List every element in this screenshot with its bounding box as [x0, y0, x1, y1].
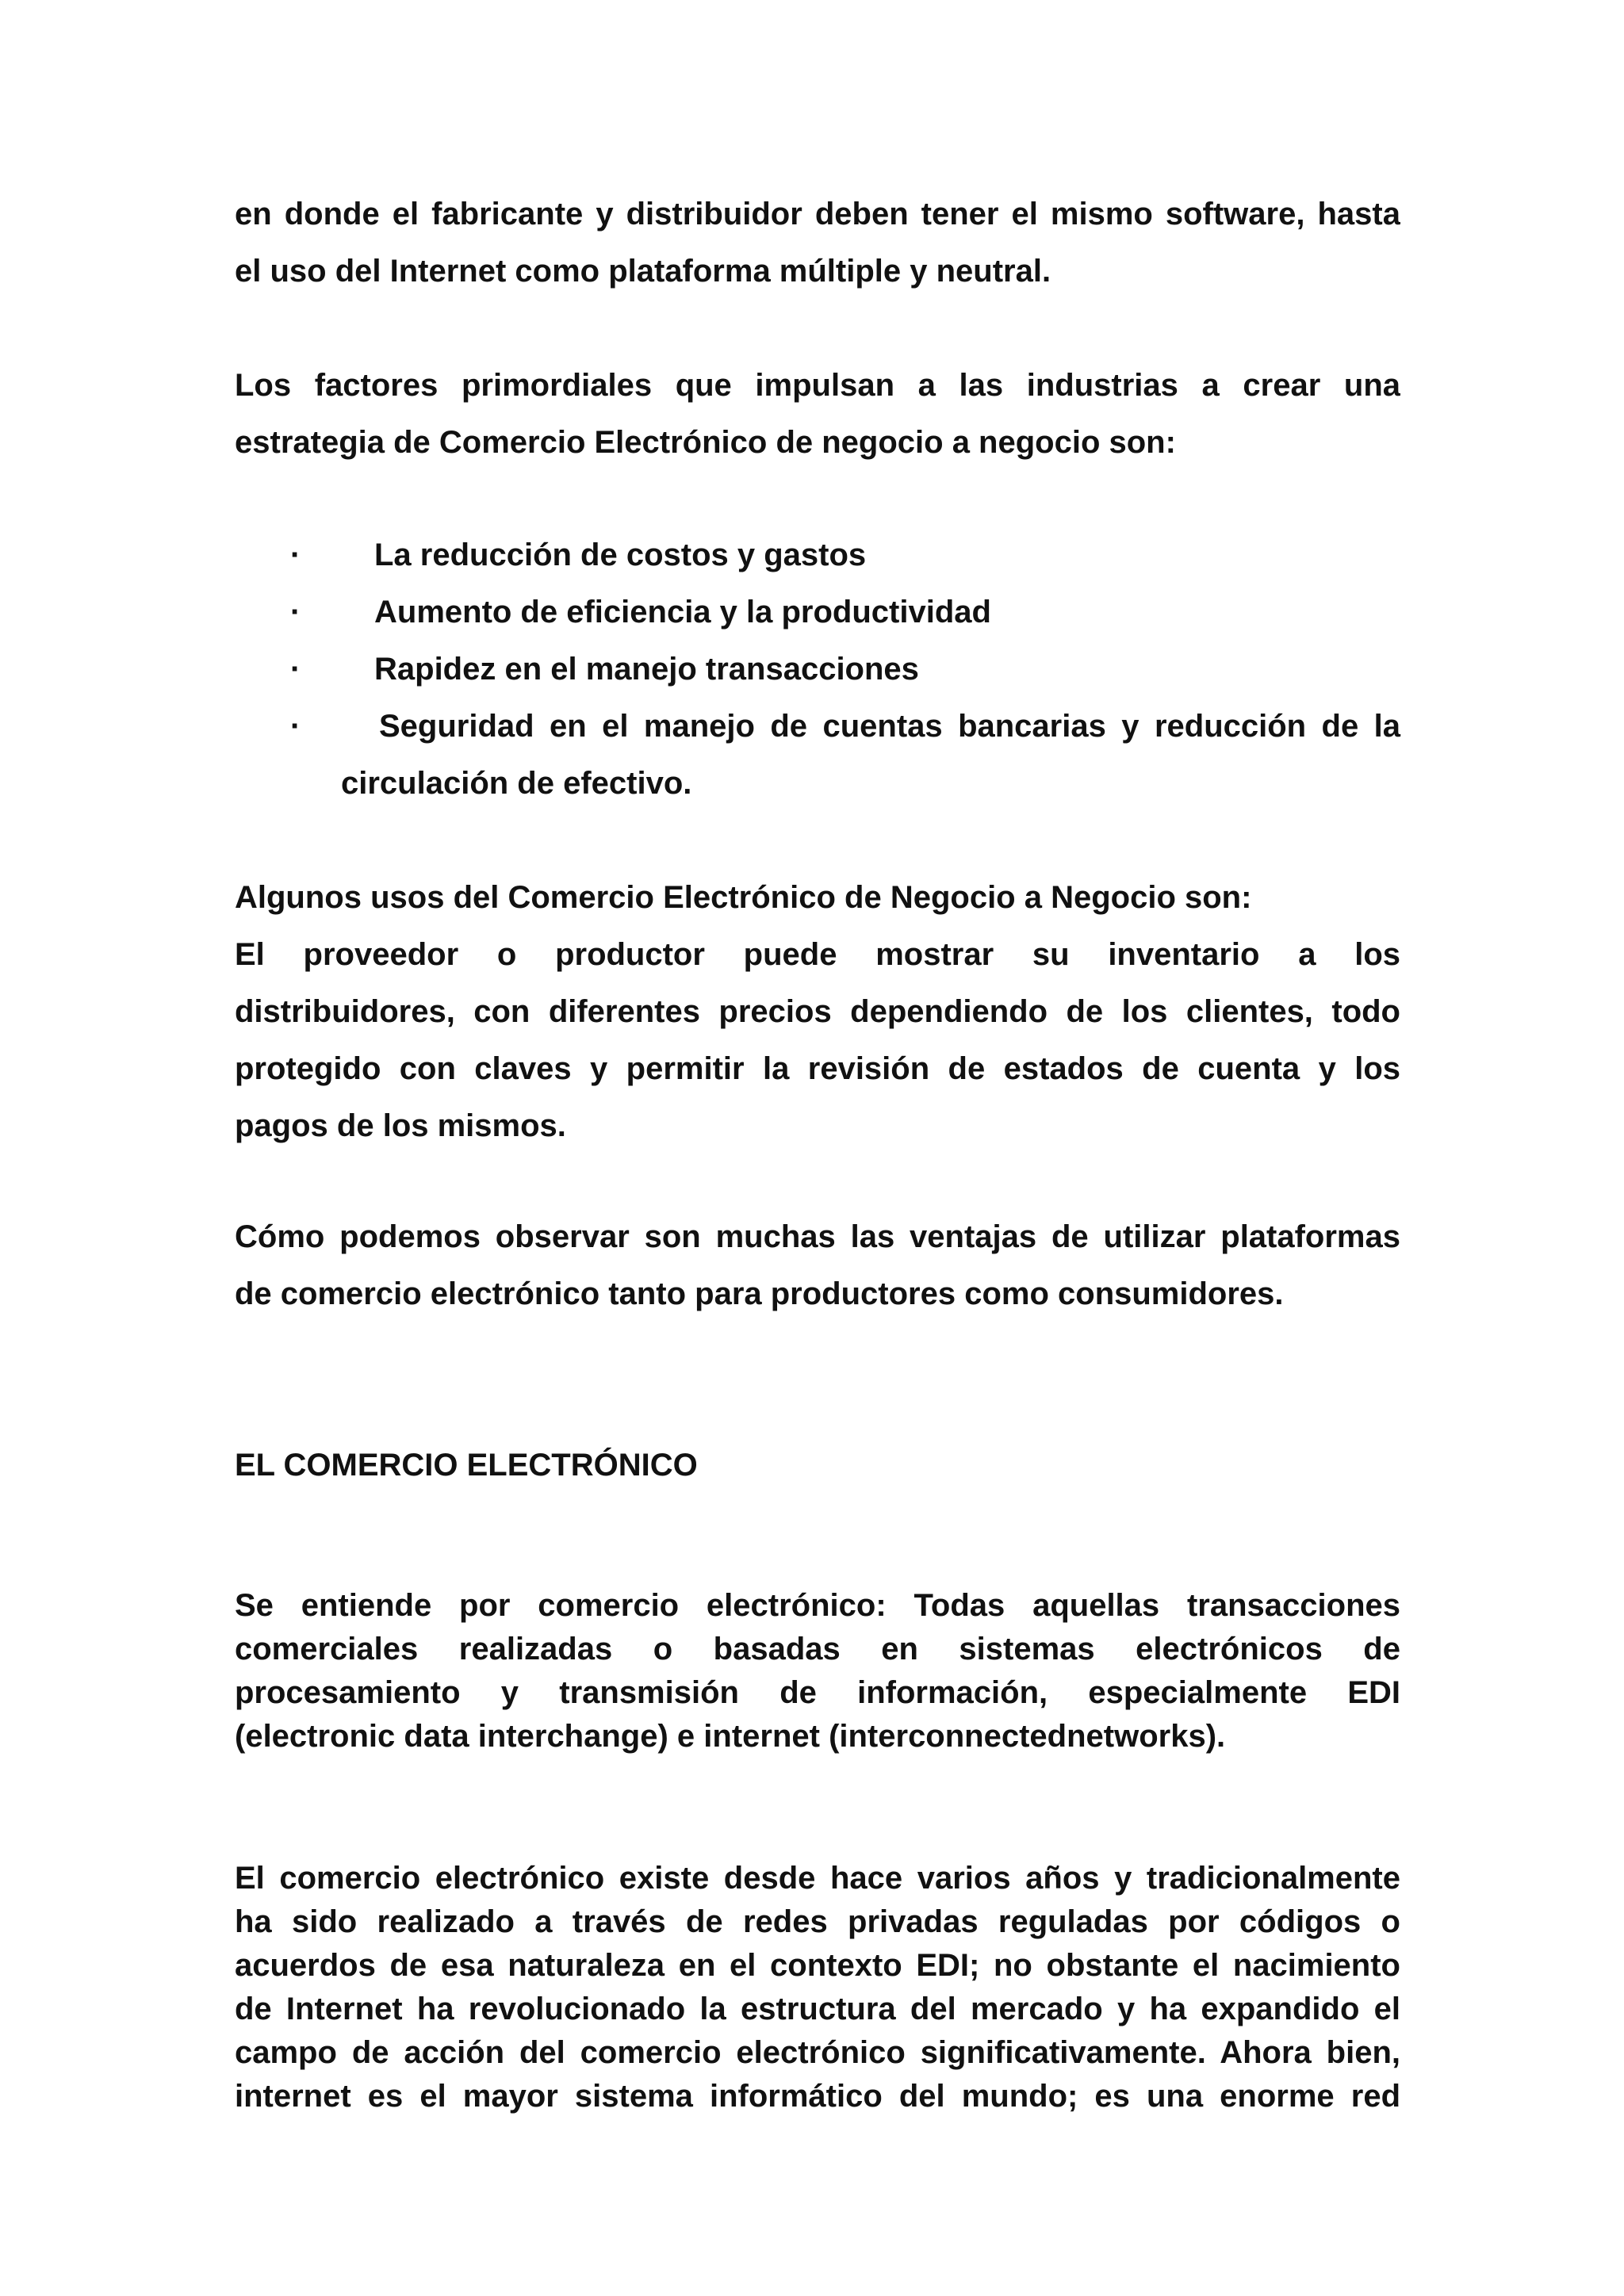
- list-item-text: La reducción de costos y gastos: [374, 538, 867, 572]
- text-line: acuerdos de esa naturaleza en el contexto EDI; no obstante el nacimiento: [235, 1948, 1400, 1983]
- bullet-marker: ·: [290, 595, 301, 629]
- bullet-marker: ·: [290, 538, 301, 572]
- text-line: campo de acción del comercio electrónico significativamente. Ahora bien,: [235, 2035, 1400, 2070]
- text-line: el uso del Internet como plataforma múltiple y neutral.: [235, 254, 1051, 289]
- text-line: Algunos usos del Comercio Electrónico de Negocio a Negocio son:: [235, 880, 1252, 915]
- paragraph-factores: [235, 357, 1400, 471]
- paragraph-definicion: [235, 1584, 1400, 1758]
- text-line: pagos de los mismos.: [235, 1108, 566, 1143]
- list-item-text: Seguridad en el manejo de cuentas bancarias y reducción de la: [379, 709, 1400, 744]
- list-item: [235, 698, 1400, 755]
- text-line: estrategia de Comercio Electrónico de negocio a negocio son:: [235, 425, 1176, 460]
- bullet-list: [235, 526, 1400, 812]
- section-heading: EL COMERCIO ELECTRÓNICO: [235, 1448, 698, 1483]
- list-item-text: Rapidez en el manejo transacciones: [374, 652, 919, 687]
- paragraph-fabricante: [235, 186, 1400, 300]
- text-line: (electronic data interchange) e internet (interconnectednetworks).: [235, 1719, 1226, 1754]
- bullet-marker: ·: [290, 709, 301, 744]
- text-line: de comercio electrónico tanto para productores como consumidores.: [235, 1276, 1284, 1311]
- text-line: Cómo podemos observar son muchas las ventajas de utilizar plataformas: [235, 1219, 1400, 1254]
- list-item: [235, 526, 1400, 584]
- text-line: de Internet ha revolucionado la estructura del mercado y ha expandido el: [235, 1992, 1400, 2026]
- bullet-marker: ·: [290, 652, 301, 687]
- list-item: [235, 584, 1400, 641]
- list-item: [235, 641, 1400, 698]
- list-item-text: circulación de efectivo.: [341, 766, 692, 801]
- paragraph-ventajas: [235, 1208, 1400, 1322]
- list-item-text: Aumento de eficiencia y la productividad: [374, 595, 991, 629]
- list-item-continuation: [235, 755, 1400, 812]
- text-line: procesamiento y transmisión de información, especialmente EDI: [235, 1675, 1400, 1710]
- text-line: en donde el fabricante y distribuidor deben tener el mismo software, hasta: [235, 197, 1400, 232]
- text-line: protegido con claves y permitir la revisión de estados de cuenta y los: [235, 1051, 1400, 1086]
- text-line: El comercio electrónico existe desde hace varios años y tradicionalmente: [235, 1861, 1400, 1896]
- text-line: internet es el mayor sistema informático del mundo; es una enorme red: [235, 2079, 1400, 2114]
- text-line: ha sido realizado a través de redes privadas reguladas por códigos o: [235, 1904, 1400, 1939]
- text-line: distribuidores, con diferentes precios dependiendo de los clientes, todo: [235, 994, 1400, 1029]
- text-line: El proveedor o productor puede mostrar su inventario a los: [235, 937, 1400, 972]
- text-line: comerciales realizadas o basadas en sistemas electrónicos de: [235, 1632, 1400, 1667]
- text-line: Los factores primordiales que impulsan a las industrias a crear una: [235, 368, 1400, 403]
- paragraph-usos: [235, 869, 1400, 1154]
- text-line: Se entiende por comercio electrónico: Todas aquellas transacciones: [235, 1588, 1400, 1623]
- paragraph-historia: [235, 1857, 1400, 2118]
